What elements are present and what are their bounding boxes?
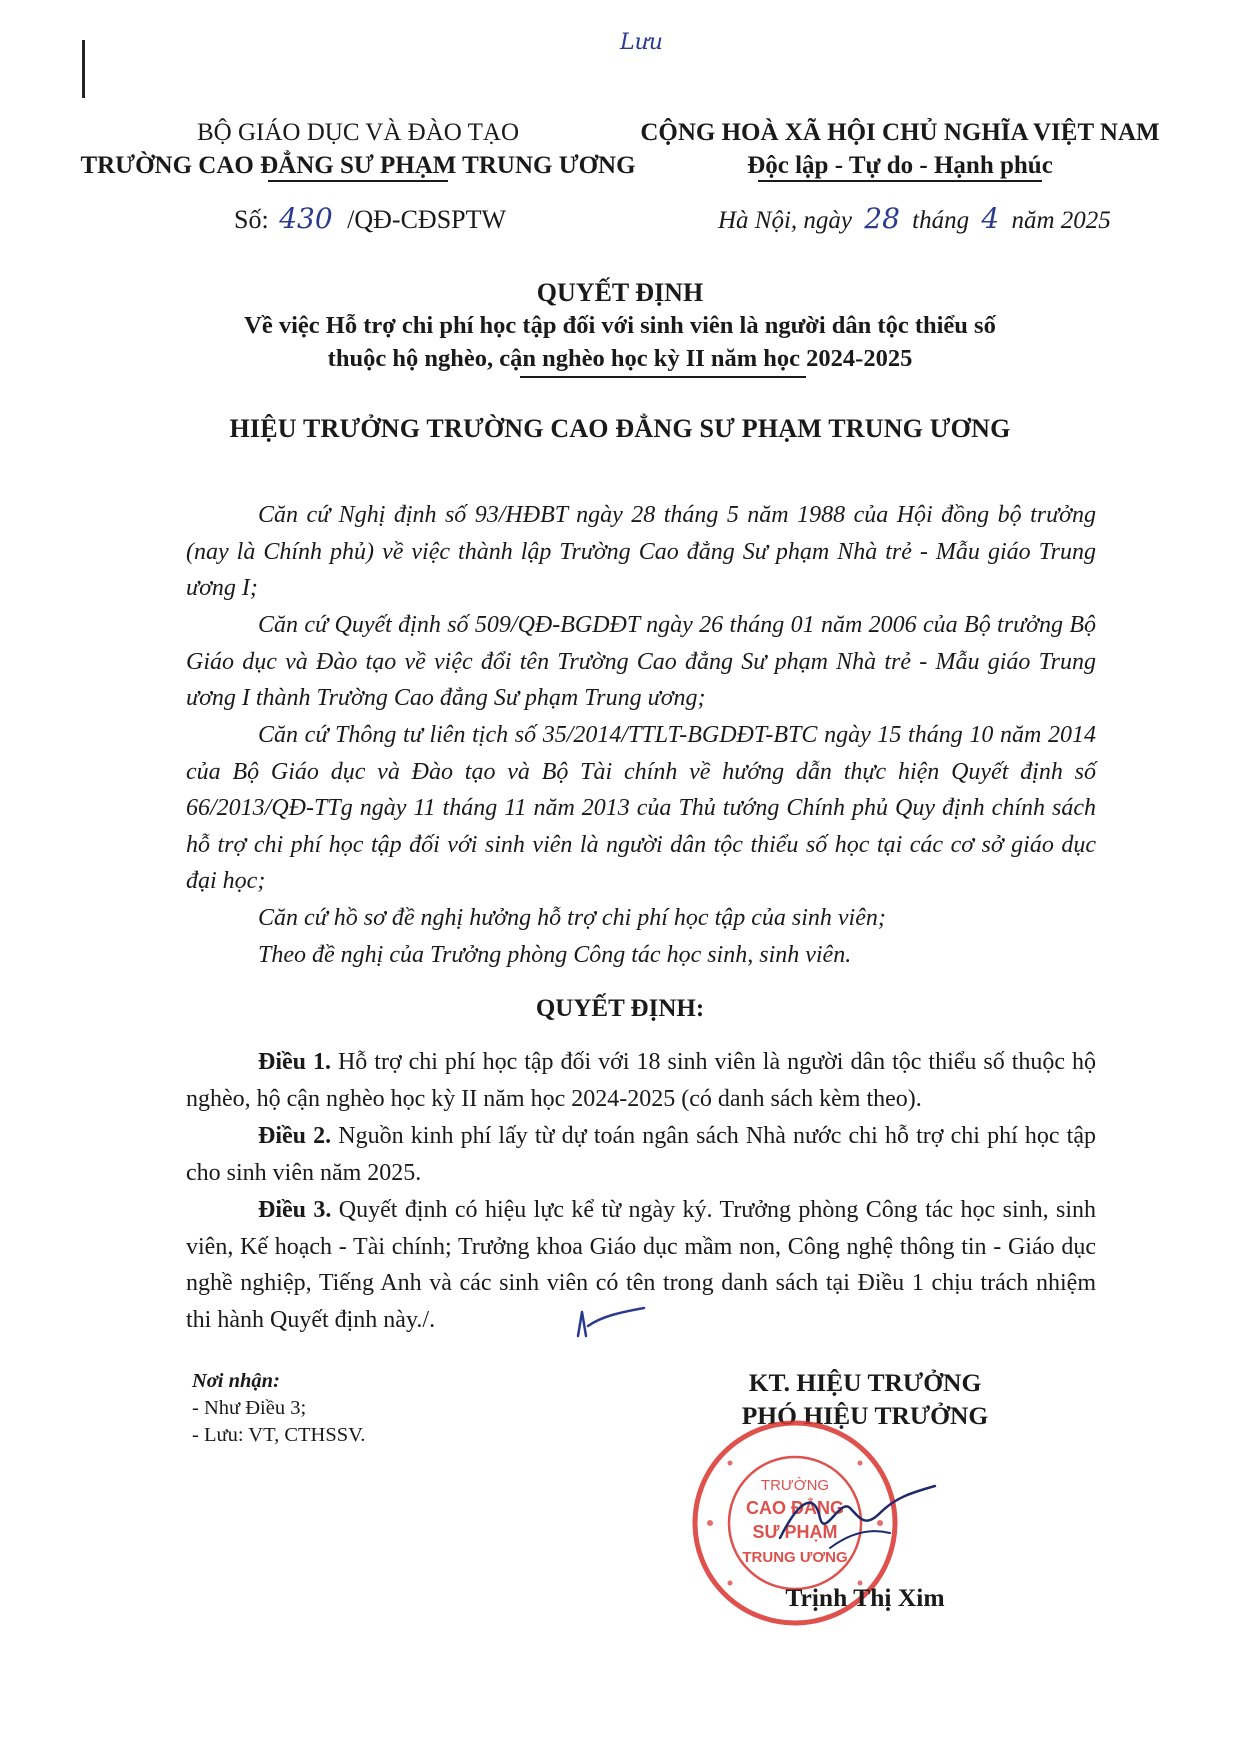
- basis-4: Căn cứ hồ sơ đề nghị hưởng hỗ trợ chi phí học tập của sinh viên;: [258, 905, 886, 931]
- header-right: [640, 116, 1160, 182]
- date-part3: năm 2025: [1011, 207, 1111, 234]
- basis-2: Căn cứ Quyết định số 509/QĐ-BGDĐT ngày 26 tháng 01 năm 2006 của Bộ trưởng Bộ Giáo dục và Đào tạo về việc đổi tên Trường Cao đẳng Sư phạm Nhà trẻ - Mẫu giáo Trung ương I thành Trường Cao đẳng Sư phạm Trung ương;: [186, 612, 1096, 711]
- recipient-item: - Lưu: VT, CTHSSV.: [192, 1424, 366, 1446]
- document-number: [234, 202, 506, 235]
- decision-heading: QUYẾT ĐỊNH: [536, 278, 704, 307]
- handwritten-signature: [770, 1478, 940, 1558]
- document-date: [718, 202, 1111, 235]
- national-motto: Độc lập - Tự do - Hạnh phúc: [747, 152, 1053, 179]
- svg-text:TRƯỜNG: TRƯỜNG: [760, 1477, 830, 1494]
- title-underline: [520, 376, 806, 378]
- article-3-text: Quyết định có hiệu lực kể từ ngày ký. Trưởng phòng Công tác học sinh, sinh viên, Kế hoạch - Tài chính; Trưởng khoa Giáo dục mầm non, Công nghệ thông tin - Giáo dục nghề nghiệp, Tiếng Anh và các sinh viên có tên trong danh sách tại Điều 1 chịu trách nhiệm thi hành Quyết định này./.: [186, 1197, 1097, 1333]
- article-2: [186, 1118, 1096, 1191]
- article-3-label: Điều 3.: [258, 1197, 332, 1223]
- issuer-title: HIỆU TRƯỞNG TRƯỜNG CAO ĐẲNG SƯ PHẠM TRUNG ƯƠNG: [229, 414, 1011, 443]
- header-left: [78, 116, 638, 182]
- svg-text:TRUNG ƯƠNG: TRUNG ƯƠNG: [742, 1549, 848, 1566]
- date-part2: tháng: [912, 207, 970, 234]
- article-1: [186, 1044, 1096, 1117]
- country-name: CỘNG HOÀ XÃ HỘI CHỦ NGHĨA VIỆT NAM: [640, 119, 1160, 146]
- decision-title: [160, 276, 1080, 375]
- article-2-text: Nguồn kinh phí lấy từ dự toán ngân sách Nhà nước chi hỗ trợ chi phí học tập cho sinh viên năm 2025.: [186, 1123, 1097, 1186]
- header-right-underline: [758, 180, 1042, 182]
- sign-line-2: PHÓ HIỆU TRƯỞNG: [741, 1401, 989, 1430]
- number-handwritten: 430: [279, 202, 333, 235]
- subject-line-2: thuộc hộ nghèo, cận nghèo học kỳ II năm học 2024-2025: [327, 345, 913, 372]
- margin-mark: [82, 40, 85, 98]
- school-name: TRƯỜNG CAO ĐẲNG SƯ PHẠM TRUNG ƯƠNG: [80, 152, 636, 179]
- initials-flourish: [572, 1306, 652, 1346]
- basis-1: Căn cứ Nghị định số 93/HĐBT ngày 28 tháng 5 năm 1988 của Hội đồng bộ trưởng (nay là Chính phủ) về việc thành lập Trường Cao đẳng Sư phạm Nhà trẻ - Mẫu giáo Trung ương I;: [186, 502, 1096, 601]
- article-2-label: Điều 2.: [258, 1123, 332, 1149]
- signer-name: Trịnh Thị Xim: [785, 1583, 945, 1612]
- recipient-item: - Như Điều 3;: [192, 1397, 307, 1419]
- date-day: 28: [864, 202, 900, 235]
- subject-line-1: Về việc Hỗ trợ chi phí học tập đối với sinh viên là người dân tộc thiểu số: [244, 312, 996, 339]
- article-1-label: Điều 1.: [258, 1049, 331, 1075]
- recipients-heading: Nơi nhận:: [192, 1370, 280, 1392]
- number-suffix: /QĐ-CĐSPTW: [347, 205, 507, 234]
- basis-5: Theo đề nghị của Trưởng phòng Công tác học sinh, sinh viên.: [258, 942, 852, 968]
- basis-3: Căn cứ Thông tư liên tịch số 35/2014/TTLT-BGDĐT-BTC ngày 15 tháng 10 năm 2014 của Bộ Giáo dục và Đào tạo và Bộ Tài chính về hướng dẫn thực hiện Quyết định số 66/2013/QĐ-TTg ngày 11 tháng 11 năm 2013 của Thủ tướng Chính phủ Quy định chính sách hỗ trợ chi phí học tập đối với sinh viên là người dân tộc thiểu số học tại các cơ sở giáo dục đại học;: [186, 722, 1096, 894]
- recipients: [192, 1368, 365, 1449]
- svg-text:SƯ PHẠM: SƯ PHẠM: [752, 1522, 838, 1542]
- number-prefix: Số:: [234, 205, 269, 234]
- sign-line-1: KT. HIỆU TRƯỞNG: [748, 1368, 982, 1397]
- decision-heading-2: QUYẾT ĐỊNH:: [535, 995, 705, 1022]
- header-left-underline: [268, 180, 448, 182]
- handwritten-note: Lưu: [620, 30, 663, 55]
- svg-text:CAO ĐẲNG: CAO ĐẲNG: [746, 1498, 844, 1518]
- date-month: 4: [981, 202, 1000, 235]
- article-1-text: Hỗ trợ chi phí học tập đối với 18 sinh viên là người dân tộc thiểu số thuộc hộ nghèo, hộ cận nghèo học kỳ II năm học 2024-2025 (có danh sách kèm theo).: [186, 1049, 1096, 1112]
- date-part1: Hà Nội, ngày: [718, 207, 853, 234]
- ministry-name: BỘ GIÁO DỤC VÀ ĐÀO TẠO: [197, 119, 519, 146]
